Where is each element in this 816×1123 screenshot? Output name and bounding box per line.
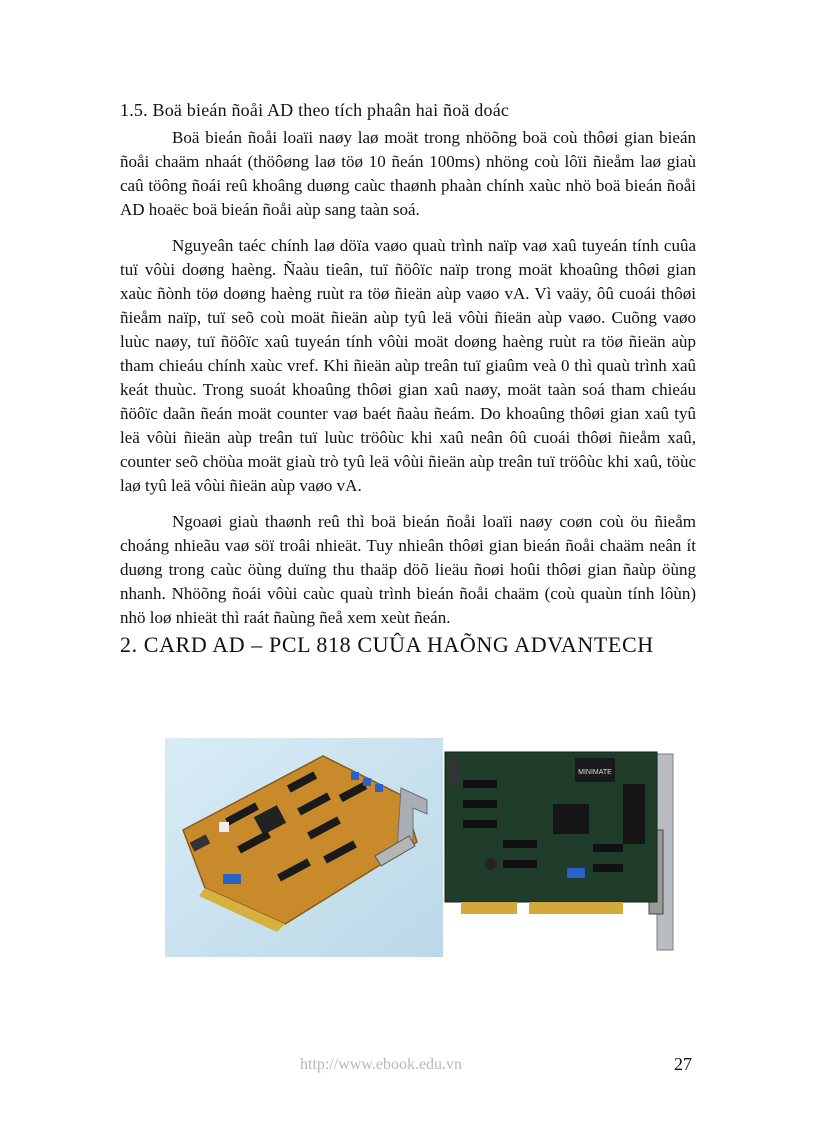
footer-url: http://www.ebook.edu.vn [300,1056,463,1073]
isa-card-illustration [165,738,443,957]
paragraph-1 [120,126,696,222]
section-heading: 1.5. Boä bieán ñoåi AD theo tích phaân hai ñoä doác [120,100,510,120]
chip-label: MINIMATE [578,769,612,776]
paragraph-1-text: Boä bieán ñoåi loaïi naøy laø moät trong nhöõng boä coù thôøi gian bieán ñoåi chaäm nhaát (thöôøng laø töø 10 ñeán 100ms) nhöng coù lôïi ñieåm laø giaù caû töông ñoái reû khoâng duøng caùc thaønh phaàn chính xaùc nhö boä bieán ñoåi AD hoaëc boä bieán ñoåi aùp sang taàn soá. [120,128,696,219]
paragraph-2-text: Nguyeân taéc chính laø döïa vaøo quaù trình naïp vaø xaû tuyeán tính cuûa tuï vôùi doøng haèng. Ñaàu tieân, tuï ñöôïc naïp trong moät khoaûng thôøi gian xaùc ñònh töø doøng haèng ruùt ra töø ñieän aùp vaøo vA. Vì vaäy, ôû cuoái thôøi ñieåm naïp, tuï seõ coù moät ñieän aùp tyû leä vôùi ñieän aùp vaøo. Cuõng vaøo luùc naøy, tuï ñöôïc xaû tuyeán tính vôùi moät doøng haèng ruùt ra töø ñieän aùp tham chieáu chính xaùc vref. Khi ñieän aùp treân tuï giaûm veà 0 thì quaù trình xaû keát thuùc. Trong suoát khoaûng thôøi gian xaû naøy, moät taàn soá tham chieáu ñöôïc daãn ñeán moät counter vaø baét ñaàu ñeám. Do khoaûng thôøi gian xaû tyû leä vôùi ñieän aùp treân tuï luùc tröôùc khi xaû neân ôû cuoái thôøi ñieåm xaû, counter seõ chöùa moät giaù trò tyû leä vôùi ñieän aùp treân tuï tröôùc khi xaû, töùc laø tyû leä vôùi ñieän aùp vaøo vA. [120,236,696,495]
page-number: 27 [674,1054,692,1074]
card-photo-left [165,738,443,957]
isa-card-illustration [443,744,695,955]
paragraph-2 [120,234,696,498]
paragraph-3 [120,510,696,630]
card-photo-right [443,744,695,955]
chapter-heading: 2. CARD AD – PCL 818 CUÛA HAÕNG ADVANTECH [120,632,654,657]
paragraph-3-text: Ngoaøi giaù thaønh reû thì boä bieán ñoåi loaïi naøy coøn coù öu ñieåm choáng nhieãu vaø söï troâi nhieät. Tuy nhieân thôøi gian bieán ñoåi chaäm neân ít duøng trong caùc öùng duïng thu thaäp döõ lieäu ñoøi hoûi thôøi gian ñaùp öùng nhanh. Nhöõng ñoái vôùi caùc quaù trình bieán ñoåi chaäm (coù quaùn tính lôùn) nhö loø nhieät thì raát ñaùng ñeå xem xeùt ñeán. [120,512,696,627]
